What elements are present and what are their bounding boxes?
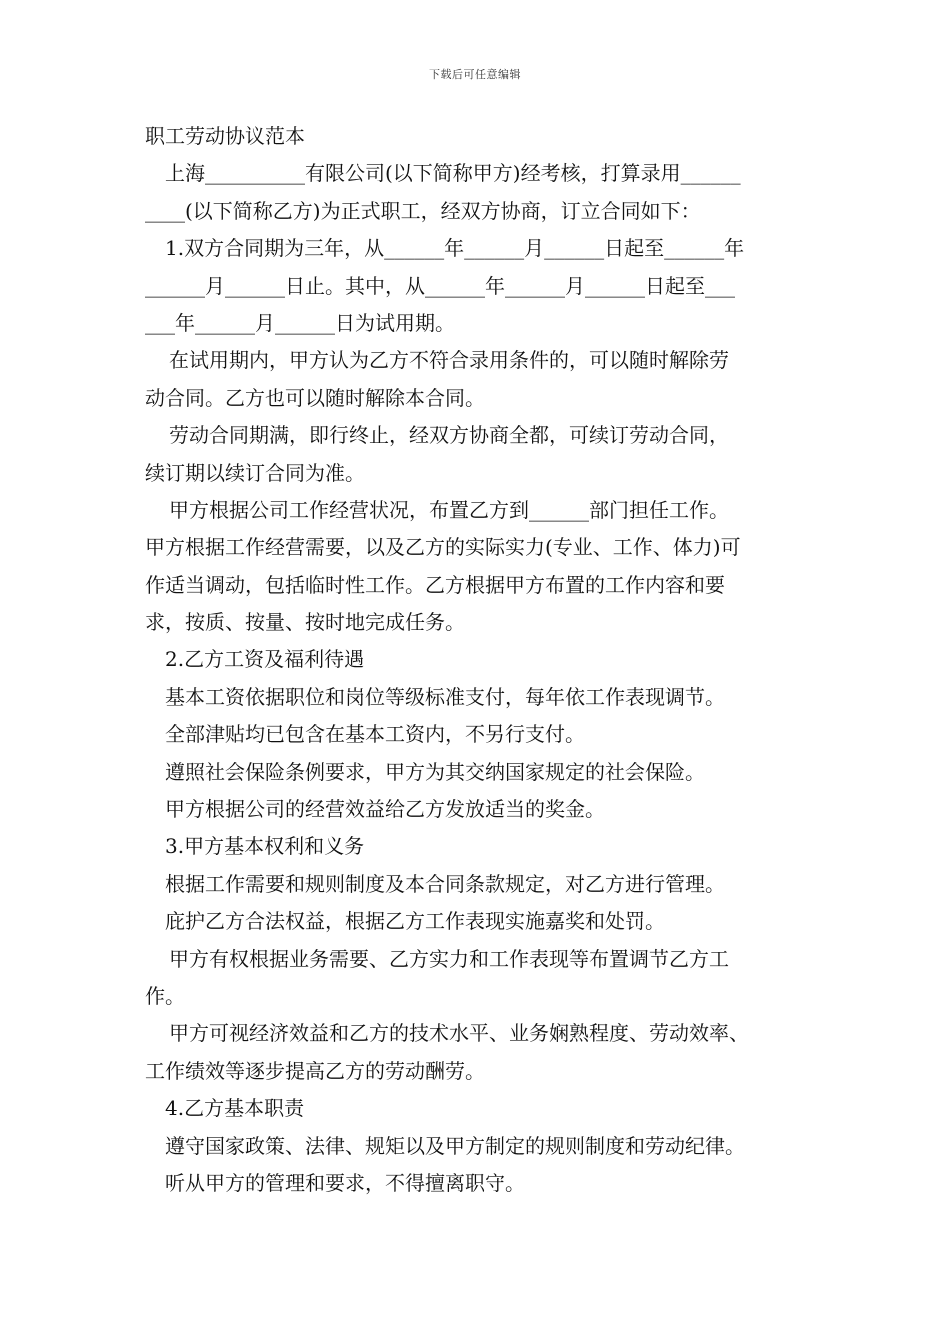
- document-line: 劳动合同期满，即行终止，经双方协商全都，可续订劳动合同，: [169, 423, 729, 448]
- document-line: 求，按质、按量、按时地完成任务。: [145, 610, 465, 635]
- document-line: 工作绩效等逐步提高乙方的劳动酬劳。: [145, 1058, 485, 1083]
- document-line: 甲方根据工作经营需要，以及乙方的实际实力(专业、工作、体力)可: [145, 535, 741, 560]
- document-line: 续订期以续订合同为准。: [145, 460, 365, 485]
- document-line: 4.乙方基本职责: [165, 1096, 305, 1121]
- document-line: 作适当调动，包括临时性工作。乙方根据甲方布置的工作内容和要: [145, 572, 725, 597]
- document-line: 甲方可视经济效益和乙方的技术水平、业务娴熟程度、劳动效率、: [169, 1021, 749, 1046]
- document-line: ____(以下简称乙方)为正式职工，经双方协商，订立合同如下：: [145, 198, 701, 223]
- document-line: 遵守国家政策、法律、规矩以及甲方制定的规则制度和劳动纪律。: [165, 1133, 745, 1158]
- document-line: 根据工作需要和规则制度及本合同条款规定，对乙方进行管理。: [165, 871, 725, 896]
- document-line: 1.双方合同期为三年，从______年______月______日起至______年: [165, 236, 745, 261]
- document-line: 基本工资依据职位和岗位等级标准支付，每年依工作表现调节。: [165, 684, 725, 709]
- document-line: 2.乙方工资及福利待遇: [165, 647, 365, 672]
- page-header-note: 下载后可任意编辑: [429, 68, 521, 81]
- document-line: 全部津贴均已包含在基本工资内，不另行支付。: [165, 722, 585, 747]
- document-line: 3.甲方基本权利和义务: [165, 834, 365, 859]
- document-line: ___年______月______日为试用期。: [145, 310, 455, 335]
- document-line: 遵照社会保险条例要求，甲方为其交纳国家规定的社会保险。: [165, 759, 705, 784]
- document-line: 在试用期内，甲方认为乙方不符合录用条件的，可以随时解除劳: [169, 348, 729, 373]
- document-body: [145, 118, 825, 1202]
- document-line: ______月______日止。其中，从______年______月______日起至___: [145, 273, 735, 298]
- document-line: 听从甲方的管理和要求，不得擅离职守。: [165, 1170, 525, 1195]
- document-line: 职工劳动协议范本: [145, 124, 305, 148]
- document-line: 动合同。乙方也可以随时解除本合同。: [145, 385, 485, 410]
- document-line: 庇护乙方合法权益，根据乙方工作表现实施嘉奖和处罚。: [165, 909, 665, 934]
- document-line: 上海__________有限公司(以下简称甲方)经考核，打算录用______: [165, 161, 741, 186]
- document-line: 作。: [145, 983, 185, 1008]
- document-line: 甲方根据公司工作经营状况，布置乙方到______部门担任工作。: [169, 497, 729, 522]
- document-line: 甲方有权根据业务需要、乙方实力和工作表现等布置调节乙方工: [169, 946, 729, 971]
- document-line: 甲方根据公司的经营效益给乙方发放适当的奖金。: [165, 797, 605, 822]
